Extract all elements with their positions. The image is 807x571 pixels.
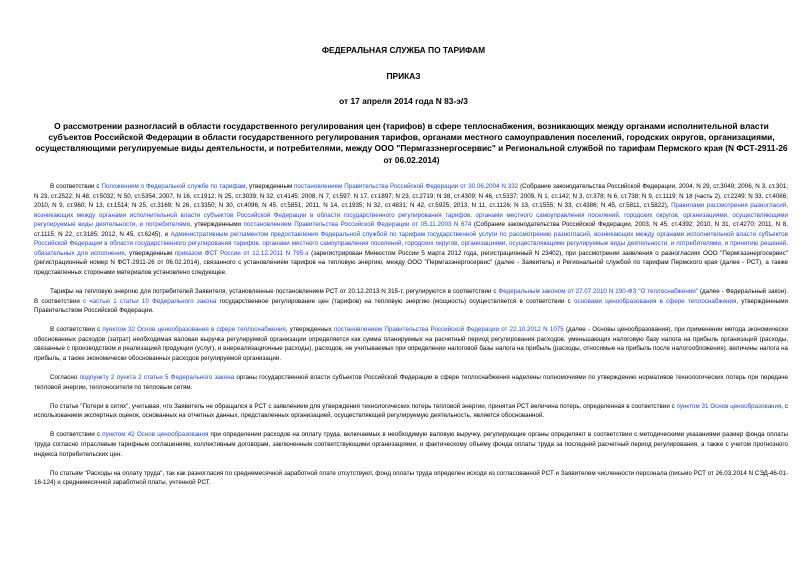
link-pricing-basics[interactable]: основами ценообразования в сфере теплоснабжения xyxy=(573,297,737,305)
link-order-795[interactable]: приказом ФСТ России от 12.12.2011 N 795-э xyxy=(174,249,309,257)
paragraph-text: В соответствии с xyxy=(50,326,103,334)
link-clause-32[interactable]: пунктом 32 Основ ценообразования в сфере теплоснабжения xyxy=(102,326,286,334)
document-body xyxy=(34,182,788,497)
paragraph-text: (далее - Основы ценообразования), при применении метода экономически обоснованных расходов (затрат) необходимая валовая выручка регулируемой организации определяется как сумма планируемых на расчетный период регулирования расходов, уменьшающих налоговую базу налога на прибыль организаций (расходы, связанные с производством и реализацией продукции (услуг), и внереализационные расходы), расходов, не учитываемых при определении налоговой базы налога на прибыль (расходы, относимые на прибыль после налогообложения), величины налога на прибыль, а также экономически обоснованных расходов регулируемой организации. xyxy=(34,326,789,362)
paragraph-text: (далее - Федеральный закон). В соответствии xyxy=(34,288,788,305)
paragraph-text: государственное регулирование цен (тарифов) на тепловую энергию (мощность) осуществляется в соответствии с xyxy=(216,297,574,305)
paragraph-text: органы государственной власти субъектов Российской Федерации в сфере теплоснабжения наделены полномочиями по утверждению нормативов технологических потерь при передаче тепловой энергии, теплоносителя по тепловым сетям. xyxy=(34,374,788,391)
link-article-5[interactable]: подпункту 2 пункта 2 статьи 5 Федерального закона xyxy=(79,374,235,382)
paragraph-text: при определении расходов на оплату труда, включаемых в необходимую валовую выручку, регулирующие органы определяют в соответствии с методическими указаниями размер фонда оплаты труда согласно отраслевым тарифным соглашениям, коллективным договорам, заключенным соответствующими организациями, и фактическому объему фонда оплаты труда за последний расчетный период регулирования, а также с учетом прогнозного индекса потребительских цен. xyxy=(34,431,788,458)
paragraph-text: (Собрание законодательства Российской Федерации, 2003, N 45, ст.4392; 2010, N 31, ст.4270; 2011, N 8, ст.1115; N 22, ст.3185; 2012, N 45, ст.6245), и xyxy=(34,221,788,238)
paragraph-text: Тарифы на тепловую энергию для потребителей Заявителя, установленные постановлением РСТ от 20.12.2013 N 315-т, регулируются в соответствии с xyxy=(50,288,499,296)
paragraph-text: , утвержденными xyxy=(190,221,244,229)
link-resolution-674[interactable]: постановлением Правительства Российской Федерации от 05.11.2003 N 674 xyxy=(243,221,472,229)
document-type-heading: ПРИКАЗ xyxy=(386,71,421,81)
document-title: О рассмотрении разногласий в области государственного регулирования цен (тарифов) в сфере теплоснабжения, возникающих между органами исполнительной власти субъектов Российской Федерации в области государственного регулирования тарифов, органами местного самоуправления поселений, городских округов, организациями, осуществляющими регулируемые виды деятельности, и потребителями, между ООО "Пермгазэнергосервис" и Региональной службой по тарифам Пермского края (N ФСТ-2911-26 от 06.02.2014) xyxy=(35,121,788,165)
paragraph-text: По статьям "Расходы на оплату труда", так как разногласия по среднемесячной заработной плате отсутствуют, фонд оплаты труда определен исходя из согласованной РСТ и Заявителем численности персонала (письмо РСТ от 26.03.2014 N СЭД-46-01-16-124) и среднемесячной заработной платы, учтенной РСТ. xyxy=(34,469,788,487)
document-date-number: от 17 апреля 2014 года N 83-э/3 xyxy=(339,96,468,106)
paragraph-5 xyxy=(34,402,788,421)
link-article-10[interactable]: с частью 1 статьи 10 Федерального закона xyxy=(83,297,217,305)
link-resolution-332[interactable]: постановлением Правительства Российской Федерации от 30.06.2004 N 332 xyxy=(294,183,519,190)
paragraph-text: , утвержденных xyxy=(285,326,334,334)
paragraph-text: По статье "Потери в сетях", учитывая, что Заявитель не обращался в РСТ с заявлением для утверждения технологических потерь тепловой энергии, принятая РСТ величина потерь, определенная в соответствии с xyxy=(50,402,677,410)
paragraph-text: (зарегистрирован Минюстом России 5 марта 2012 года, регистрационный N 23402), при рассмотрении заявления о разногласиях ООО "Пермгазэнергосервис" (регистрационный номер N ФСТ-2911-26 от 06.02.2014), связанного с установлением тарифов на тепловую энергию, между ООО "Пермгазэнергосервис" (далее - Заявитель) и Региональной службой по тарифам Пермского края (далее - РСТ), а также представленных сторонами материалов установлено следующее. xyxy=(34,249,789,276)
link-clause-31[interactable]: пунктом 31 Основ ценообразования xyxy=(676,402,782,410)
paragraph-text: , утвержденным xyxy=(245,183,295,190)
paragraph-text: , утвержденным xyxy=(124,249,175,257)
link-federal-law-190[interactable]: Федеральным законом от 27.07.2010 N 190-ФЗ "О теплоснабжении" xyxy=(498,288,698,296)
link-fst-regulation[interactable]: Положением о Федеральной службе по тарифам xyxy=(101,183,246,190)
agency-heading: ФЕДЕРАЛЬНАЯ СЛУЖБА ПО ТАРИФАМ xyxy=(321,45,486,55)
paragraph-7 xyxy=(34,469,788,488)
paragraph-text: В соответствии с xyxy=(50,183,102,190)
paragraph-3 xyxy=(34,325,788,363)
paragraph-2 xyxy=(34,287,788,316)
paragraph-text: В соответствии с xyxy=(50,431,103,439)
link-dispute-rules[interactable]: Правилами рассмотрения разногласий, возникающих между органами исполнительной власти субъектов Российской Федерации в области государственного регулирования тарифов, органами местного самоуправления поселений, городских округов, организациями, осуществляющими регулируемые виды деятельности, и потребителями xyxy=(34,202,789,229)
link-resolution-1075[interactable]: постановлением Правительства Российской Федерации от 22.10.2012 N 1075 xyxy=(334,326,564,334)
paragraph-text: Согласно xyxy=(50,374,80,382)
link-clause-42[interactable]: пунктом 42 Основ ценообразования xyxy=(102,431,209,439)
link-admin-regulation[interactable]: Административным регламентом предоставления Федеральной службой по тарифам государственной услуги по рассмотрению разногласий, возникающих между органами исполнительной власти субъектов Российской Федерации в области государственного регулирования тарифов, органами местного самоуправления поселений, городских округов, организациями, осуществляющими регулируемые виды деятельности, и потребителями, и принятию решений, обязательных для исполнения xyxy=(34,230,788,257)
paragraph-6 xyxy=(34,430,788,459)
paragraph-text: (Собрание законодательства Российской Федерации, 2004, N 29, ст.3049; 2006, N 3, ст.301; N 23, ст.2522; N 48, ст.5032; N 50, ст.5354; 2007, N 16, ст.1912; N 25, ст.3039; N 32, ст.4145; 2008, N 7, ст.597; N 17, ст.1897; N 23, ст.2719; N 38, ст.4309; N 46, ст.5337; 2009, N 1, ст.142; N 3, ст.378; N 6, ст.738; N 9, ст.1119; N 18 (часть 2), ст.2249; N 33, ст.4086; 2010, N 9, ст.960; N 13, ст.1514; N 25, ст.3169; N 26, ст.3350; N 30, ст.4096; N 45, ст.5851; 2011, N 14, ст.1935; N 32, ст.4831; N 42, ст.5925; 2013, N 11, ст.1126; N 13, ст.1555; N 33, ст.4386; N 45, ст.5811, ст.5822), xyxy=(34,183,789,210)
paragraph-text: , с использованием экспертных оценок, основанных на отчетных данных, представленных организацией, осуществляющей регулируемую деятельность, является обоснованной. xyxy=(34,402,788,420)
paragraph-4 xyxy=(34,373,788,392)
paragraph-1 xyxy=(34,182,788,277)
paragraph-text: , утвержденными Правительством Российской Федерации. xyxy=(34,297,788,315)
